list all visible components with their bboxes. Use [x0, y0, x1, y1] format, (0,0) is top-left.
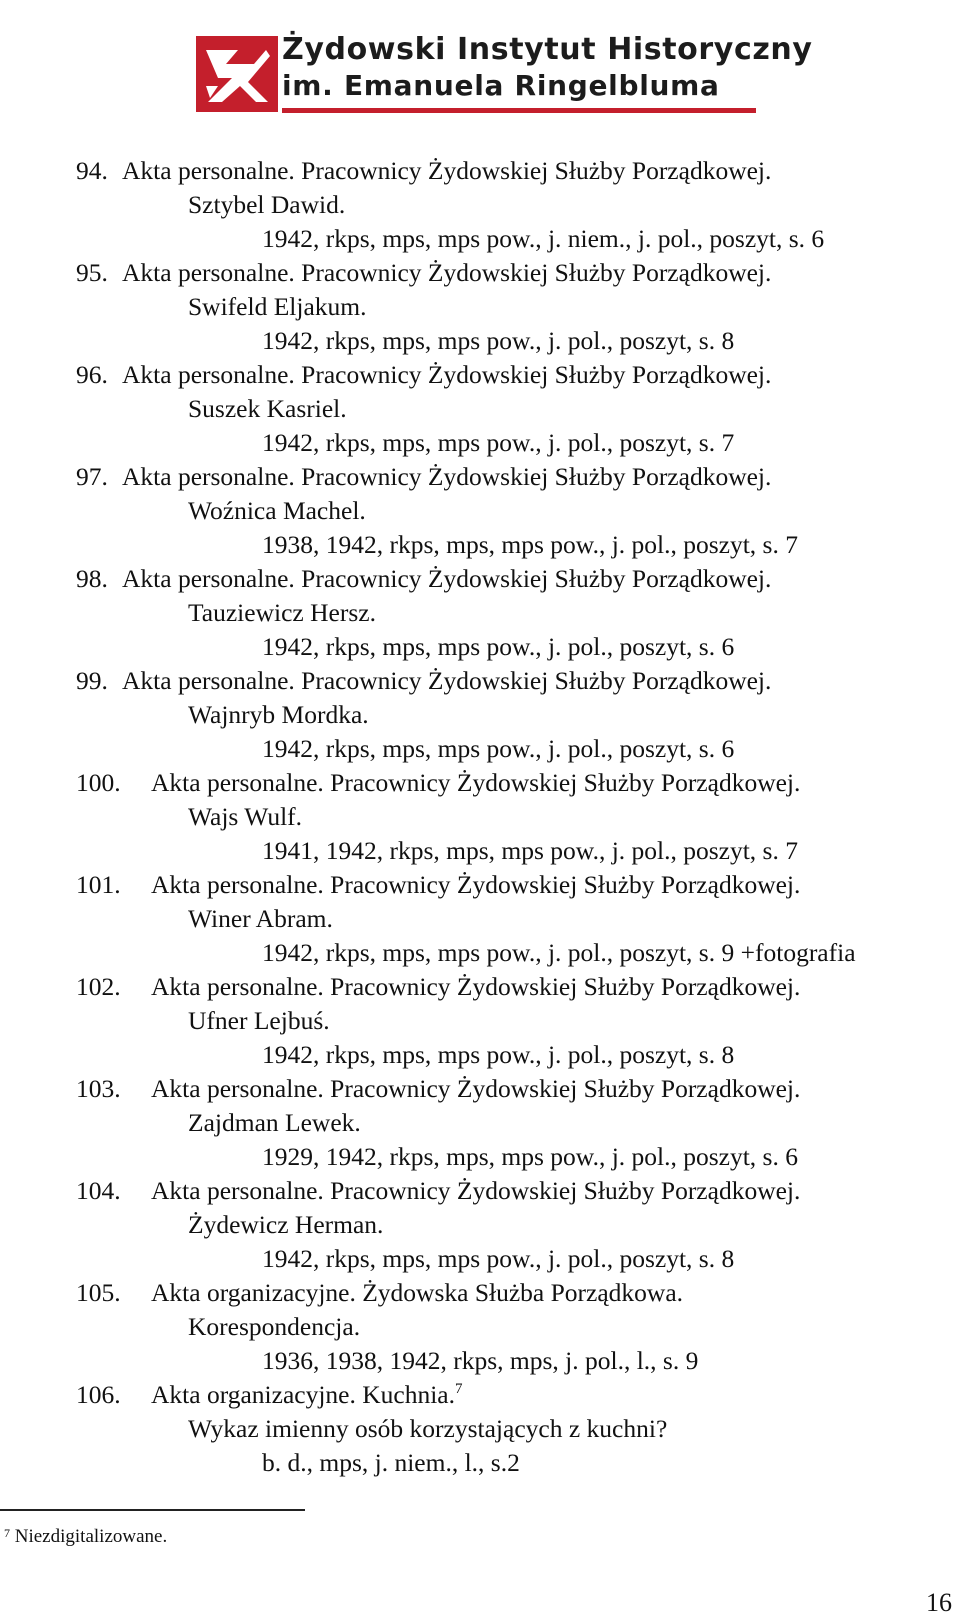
- entry-title-line: [0, 1378, 960, 1412]
- entry-number: 99.: [76, 666, 108, 695]
- catalog-entry: [0, 256, 960, 358]
- entry-number: 103.: [76, 1074, 121, 1103]
- entry-description: 1942, rkps, mps, mps pow., j. niem., j. pol., poszyt, s. 6: [262, 224, 825, 253]
- entry-title-line: [0, 256, 960, 290]
- entry-description: 1942, rkps, mps, mps pow., j. pol., poszyt, s. 9 +fotografia: [262, 938, 856, 967]
- entry-title-line: [0, 460, 960, 494]
- entry-number: 96.: [76, 360, 108, 389]
- entry-title: Akta personalne. Pracownicy Żydowskiej Służby Porządkowej.: [122, 156, 772, 185]
- page-number: 16: [926, 1588, 952, 1617]
- catalog-entry: [0, 460, 960, 562]
- entry-description: 1929, 1942, rkps, mps, mps pow., j. pol., poszyt, s. 6: [262, 1142, 798, 1171]
- entry-name: Żydewicz Herman.: [188, 1210, 384, 1239]
- entry-description: 1938, 1942, rkps, mps, mps pow., j. pol., poszyt, s. 7: [262, 530, 798, 559]
- entry-name: Ufner Lejbuś.: [188, 1006, 330, 1035]
- catalog-entry: [0, 664, 960, 766]
- entry-title: Akta personalne. Pracownicy Żydowskiej Służby Porządkowej.: [151, 870, 801, 899]
- entry-number: 106.: [76, 1380, 121, 1409]
- entry-title-line: [0, 1174, 960, 1208]
- entry-number: 98.: [76, 564, 108, 593]
- entry-description: 1942, rkps, mps, mps pow., j. pol., poszyt, s. 8: [262, 1244, 735, 1273]
- entry-title: Akta personalne. Pracownicy Żydowskiej Służby Porządkowej.: [122, 258, 772, 287]
- entry-title-line: [0, 970, 960, 1004]
- entry-description: b. d., mps, j. niem., l., s.2: [262, 1448, 520, 1477]
- entry-title-line: [0, 664, 960, 698]
- footnote-text: Niezdigitalizowane.: [14, 1526, 168, 1547]
- entry-name: Swifeld Eljakum.: [188, 292, 367, 321]
- entry-name: Wajs Wulf.: [188, 802, 303, 831]
- entry-name: Wykaz imienny osób korzystających z kuchni?: [188, 1414, 668, 1443]
- logo-wordmark: [282, 32, 813, 104]
- entry-title: Akta personalne. Pracownicy Żydowskiej Służby Porządkowej.: [122, 462, 772, 491]
- entry-title-line: [0, 1276, 960, 1310]
- entry-title-line: [0, 868, 960, 902]
- entry-description: 1942, rkps, mps, mps pow., j. pol., poszyt, s. 7: [262, 428, 735, 457]
- entry-name: Suszek Kasriel.: [188, 394, 347, 423]
- logo-underline: [282, 108, 756, 113]
- footnote-reference: 7: [455, 1381, 463, 1397]
- catalog-entry: [0, 358, 960, 460]
- logo-line-1: Żydowski Instytut Historyczny: [282, 32, 813, 67]
- entry-title: Akta personalne. Pracownicy Żydowskiej Służby Porządkowej.: [151, 768, 801, 797]
- footnote-mark: 7: [4, 1526, 10, 1540]
- entry-title: Akta personalne. Pracownicy Żydowskiej Służby Porządkowej.: [122, 666, 772, 695]
- entry-name: Zajdman Lewek.: [188, 1108, 361, 1137]
- entry-name: Tauziewicz Hersz.: [188, 598, 376, 627]
- catalog-entry: [0, 766, 960, 868]
- entry-title: Akta personalne. Pracownicy Żydowskiej Służby Porządkowej.: [151, 1074, 801, 1103]
- entry-number: 105.: [76, 1278, 121, 1307]
- entry-number: 94.: [76, 156, 108, 185]
- catalog-entry: [0, 868, 960, 970]
- entry-title: Akta organizacyjne. Kuchnia.: [151, 1380, 455, 1409]
- entry-name: Sztybel Dawid.: [188, 190, 346, 219]
- entry-number: 104.: [76, 1176, 121, 1205]
- catalog-entry: [0, 970, 960, 1072]
- entry-number: 100.: [76, 768, 121, 797]
- entry-description: 1942, rkps, mps, mps pow., j. pol., poszyt, s. 8: [262, 326, 735, 355]
- entry-number: 97.: [76, 462, 108, 491]
- catalog-entry: [0, 1072, 960, 1174]
- entry-name: Woźnica Machel.: [188, 496, 366, 525]
- entry-description: 1942, rkps, mps, mps pow., j. pol., poszyt, s. 8: [262, 1040, 735, 1069]
- catalog-entry: [0, 1276, 960, 1378]
- entry-title-line: [0, 562, 960, 596]
- catalog-entry: [0, 154, 960, 256]
- entry-title-line: [0, 766, 960, 800]
- entry-name: Korespondencja.: [188, 1312, 361, 1341]
- entry-title: Akta personalne. Pracownicy Żydowskiej Służby Porządkowej.: [122, 360, 772, 389]
- entry-description: 1942, rkps, mps, mps pow., j. pol., poszyt, s. 6: [262, 632, 735, 661]
- entry-title-line: [0, 154, 960, 188]
- catalog-entry: [0, 1174, 960, 1276]
- entry-name: Wajnryb Mordka.: [188, 700, 369, 729]
- entry-number: 95.: [76, 258, 108, 287]
- entry-description: 1941, 1942, rkps, mps, mps pow., j. pol., poszyt, s. 7: [262, 836, 798, 865]
- entry-description: 1942, rkps, mps, mps pow., j. pol., poszyt, s. 6: [262, 734, 735, 763]
- entry-title: Akta personalne. Pracownicy Żydowskiej Służby Porządkowej.: [151, 972, 801, 1001]
- footnote: [4, 1526, 167, 1548]
- entry-title: Akta personalne. Pracownicy Żydowskiej Służby Porządkowej.: [151, 1176, 801, 1205]
- footnote-rule: [0, 1509, 305, 1511]
- institute-logo: [196, 30, 813, 120]
- entry-title-line: [0, 358, 960, 392]
- catalog-list: [0, 154, 960, 1480]
- logo-line-2: im. Emanuela Ringelbluma: [282, 69, 720, 102]
- entry-number: 102.: [76, 972, 121, 1001]
- catalog-entry: [0, 562, 960, 664]
- entry-number: 101.: [76, 870, 121, 899]
- entry-name: Winer Abram.: [188, 904, 333, 933]
- entry-description: 1936, 1938, 1942, rkps, mps, j. pol., l., s. 9: [262, 1346, 699, 1375]
- entry-title: Akta organizacyjne. Żydowska Służba Porządkowa.: [151, 1278, 684, 1307]
- catalog-entry: [0, 1378, 960, 1480]
- institute-emblem-icon: [196, 36, 278, 112]
- entry-title-line: [0, 1072, 960, 1106]
- entry-title: Akta personalne. Pracownicy Żydowskiej Służby Porządkowej.: [122, 564, 772, 593]
